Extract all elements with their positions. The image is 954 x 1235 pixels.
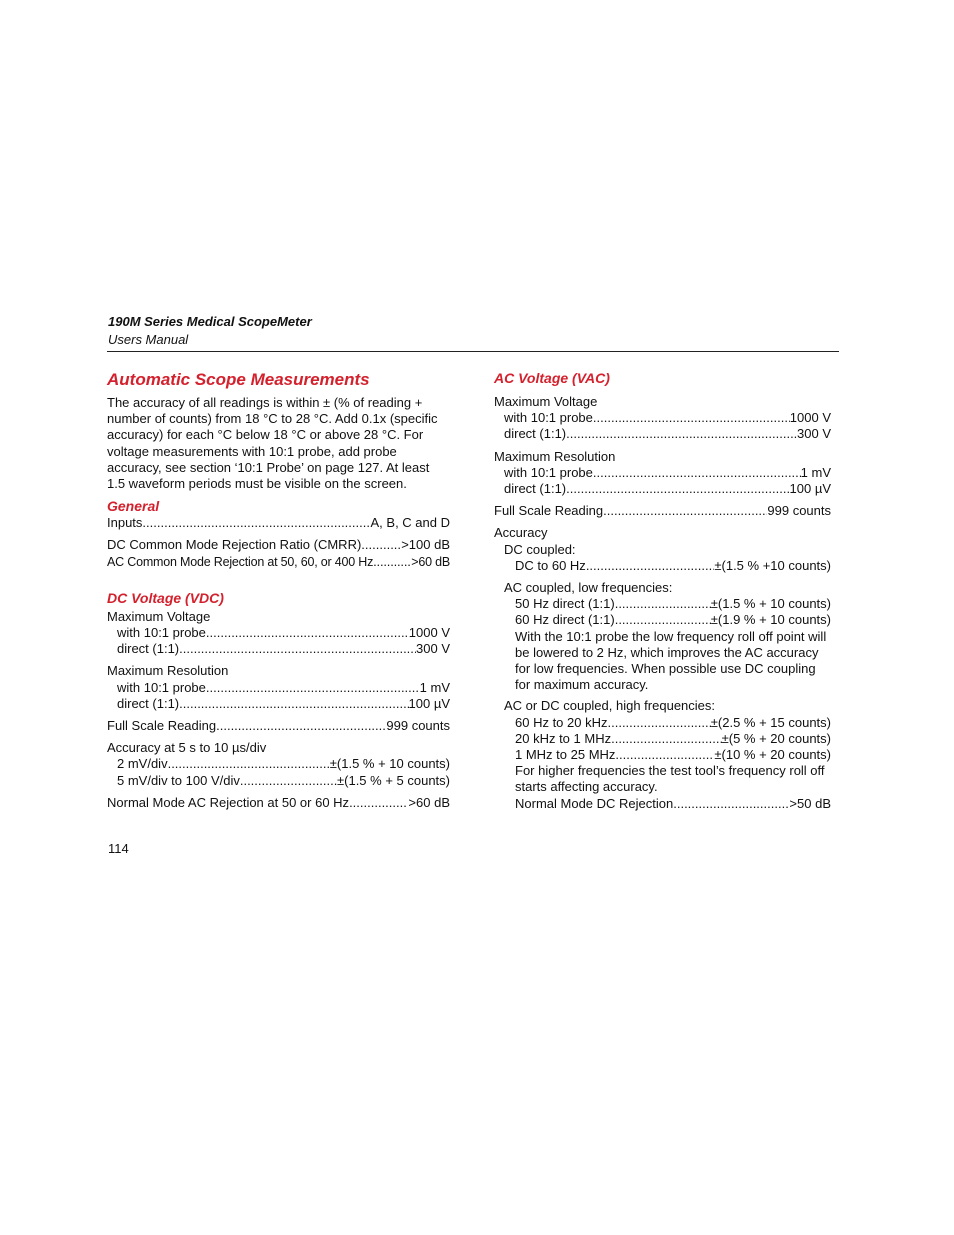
running-header-subtitle: Users Manual — [108, 332, 189, 347]
section-heading-automatic-scope: Automatic Scope Measurements — [107, 370, 370, 389]
leader-dots — [373, 554, 411, 570]
spec-label: with 10:1 probe — [504, 464, 593, 480]
spec-label: 5 mV/div to 100 V/div — [117, 772, 240, 788]
spec-label: 20 kHz to 1 MHz — [515, 730, 612, 746]
spec-group-label: Accuracy at 5 s to 10 µs/div — [107, 740, 267, 756]
page-number: 114 — [108, 841, 129, 856]
spec-value: ±(2.5 % + 15 counts) — [710, 714, 831, 730]
spec-group-label: Maximum Resolution — [107, 663, 229, 679]
running-header-title: 190M Series Medical ScopeMeter — [108, 314, 312, 329]
spec-row-mv-probe — [494, 410, 831, 426]
spec-row-mr-probe — [107, 680, 450, 696]
spec-row-cmrr — [107, 537, 450, 553]
leader-dots — [586, 558, 715, 574]
note-line: With the 10:1 probe the low frequency roll off point will — [515, 628, 827, 644]
spec-row-low-50hz — [494, 596, 831, 612]
spec-row-mr-direct — [107, 696, 450, 712]
spec-row-acc-5mv — [107, 773, 450, 789]
leader-dots — [593, 465, 801, 481]
spec-label: 60 Hz to 20 kHz — [515, 714, 608, 730]
spec-value: ±(10 % + 20 counts) — [714, 747, 831, 763]
header-rule — [107, 351, 839, 352]
spec-label: AC Common Mode Rejection at 50, 60, or 400 Hz — [107, 554, 374, 569]
spec-value: 1000 V — [789, 410, 831, 426]
spec-group-label: Maximum Voltage — [107, 608, 211, 624]
spec-subgroup-label: AC or DC coupled, high frequencies: — [504, 698, 716, 714]
leader-dots — [615, 596, 711, 612]
note-line: for maximum accuracy. — [515, 677, 649, 693]
leader-dots — [603, 503, 767, 519]
spec-subgroup-label: AC coupled, low frequencies: — [504, 580, 673, 596]
leader-dots — [566, 481, 789, 497]
spec-label: with 10:1 probe — [117, 679, 206, 695]
spec-value: ±(5 % + 20 counts) — [721, 730, 831, 746]
leader-dots — [615, 747, 714, 763]
spec-row-mr-direct — [494, 481, 831, 497]
spec-value: ±(1.5 % + 10 counts) — [710, 596, 831, 612]
note-line: For higher frequencies the test tool’s frequency roll off — [515, 763, 825, 779]
spec-value: >50 dB — [789, 795, 831, 811]
spec-row-full-scale — [107, 718, 450, 734]
spec-label: Normal Mode AC Rejection at 50 or 60 Hz — [107, 794, 350, 810]
spec-row-high-20khz-1mhz — [494, 731, 831, 747]
leader-dots — [611, 731, 722, 747]
spec-row-acc-2mv — [107, 756, 450, 772]
leader-dots — [593, 410, 790, 426]
note-line: for low frequencies. When possible use DC coupling — [515, 661, 816, 677]
spec-value: 999 counts — [386, 718, 450, 734]
spec-label: 2 mV/div — [117, 756, 168, 772]
spec-row-high-60hz-20khz — [494, 715, 831, 731]
subheading-general: General — [107, 498, 160, 515]
leader-dots — [673, 796, 789, 812]
spec-value: ±(1.5 % +10 counts) — [714, 557, 831, 573]
spec-value: >60 dB — [408, 794, 450, 810]
right-column — [494, 369, 831, 812]
spec-row-ac-cmr — [107, 554, 450, 570]
spec-row-mv-probe — [107, 625, 450, 641]
spec-row-high-1mhz-25mhz — [494, 747, 831, 763]
spec-value: 1 mV — [419, 679, 450, 695]
leader-dots — [361, 537, 401, 553]
spec-label: direct (1:1) — [117, 641, 180, 657]
spec-row-mv-direct — [107, 641, 450, 657]
spec-row-dc60 — [494, 558, 831, 574]
leader-dots — [206, 625, 409, 641]
spec-value: >100 dB — [401, 537, 450, 553]
spec-row-low-60hz — [494, 612, 831, 628]
spec-label: direct (1:1) — [504, 426, 567, 442]
leader-dots — [168, 756, 330, 772]
spec-row-nmdc — [494, 796, 831, 812]
leader-dots — [216, 718, 386, 734]
spec-label: Normal Mode DC Rejection — [515, 795, 674, 811]
spec-value: 999 counts — [767, 503, 831, 519]
spec-value: A, B, C and D — [370, 515, 450, 531]
spec-label: 1 MHz to 25 MHz — [515, 747, 616, 763]
leader-dots — [240, 773, 337, 789]
left-column — [107, 369, 450, 811]
spec-group-label: Maximum Voltage — [494, 394, 598, 409]
spec-row-inputs — [107, 515, 450, 531]
leader-dots — [206, 680, 420, 696]
leader-dots — [615, 612, 711, 628]
spec-value: ±(1.9 % + 10 counts) — [710, 612, 831, 628]
subheading-dc-voltage: DC Voltage (VDC) — [107, 589, 224, 606]
spec-label: 60 Hz direct (1:1) — [515, 612, 615, 628]
spec-group-label: Maximum Resolution — [494, 448, 616, 464]
spec-label: direct (1:1) — [504, 481, 567, 497]
subheading-ac-voltage: AC Voltage (VAC) — [494, 370, 610, 386]
leader-dots — [566, 426, 797, 442]
spec-row-nmr — [107, 795, 450, 811]
note-line: be lowered to 2 Hz, which improves the AC accuracy — [515, 644, 819, 660]
spec-value: 100 µV — [789, 481, 831, 497]
spec-value: ±(1.5 % + 10 counts) — [329, 756, 450, 772]
spec-value: 100 µV — [408, 695, 450, 711]
spec-value: >60 dB — [411, 554, 450, 569]
spec-label: 50 Hz direct (1:1) — [515, 596, 615, 612]
leader-dots — [179, 641, 416, 657]
leader-dots — [142, 515, 370, 531]
spec-label: Full Scale Reading — [107, 718, 217, 734]
spec-row-mr-probe — [494, 465, 831, 481]
leader-dots — [349, 795, 408, 811]
spec-label: with 10:1 probe — [504, 410, 593, 426]
spec-value: 300 V — [797, 426, 831, 442]
spec-label: with 10:1 probe — [117, 625, 206, 641]
spec-label: Full Scale Reading — [494, 503, 604, 519]
spec-label: Inputs — [107, 515, 143, 531]
intro-paragraph: The accuracy of all readings is within ± (% of reading + number of counts) from 18 °C to 28 °C. Add 0.1x (specific accuracy) for each °C below 18 °C or above 28 °C. For voltage measurements with 10:1 probe, add probe accuracy, see section ‘10:1 Probe’ on page 127. At least 1.5 waveform periods must be visible on the screen. — [107, 395, 438, 492]
note-line: starts affecting accuracy. — [515, 779, 658, 795]
spec-label: DC to 60 Hz — [515, 557, 586, 573]
spec-value: 1 mV — [800, 464, 831, 480]
spec-value: 300 V — [416, 641, 450, 657]
spec-value: ±(1.5 % + 5 counts) — [337, 772, 450, 788]
spec-label: DC Common Mode Rejection Ratio (CMRR) — [107, 537, 362, 553]
spec-row-mv-direct — [494, 426, 831, 442]
spec-label: direct (1:1) — [117, 695, 180, 711]
leader-dots — [608, 715, 711, 731]
leader-dots — [179, 696, 408, 712]
spec-row-full-scale — [494, 503, 831, 519]
spec-value: 1000 V — [408, 625, 450, 641]
spec-subgroup-label: DC coupled: — [504, 541, 576, 557]
spec-group-label: Accuracy — [494, 525, 548, 541]
